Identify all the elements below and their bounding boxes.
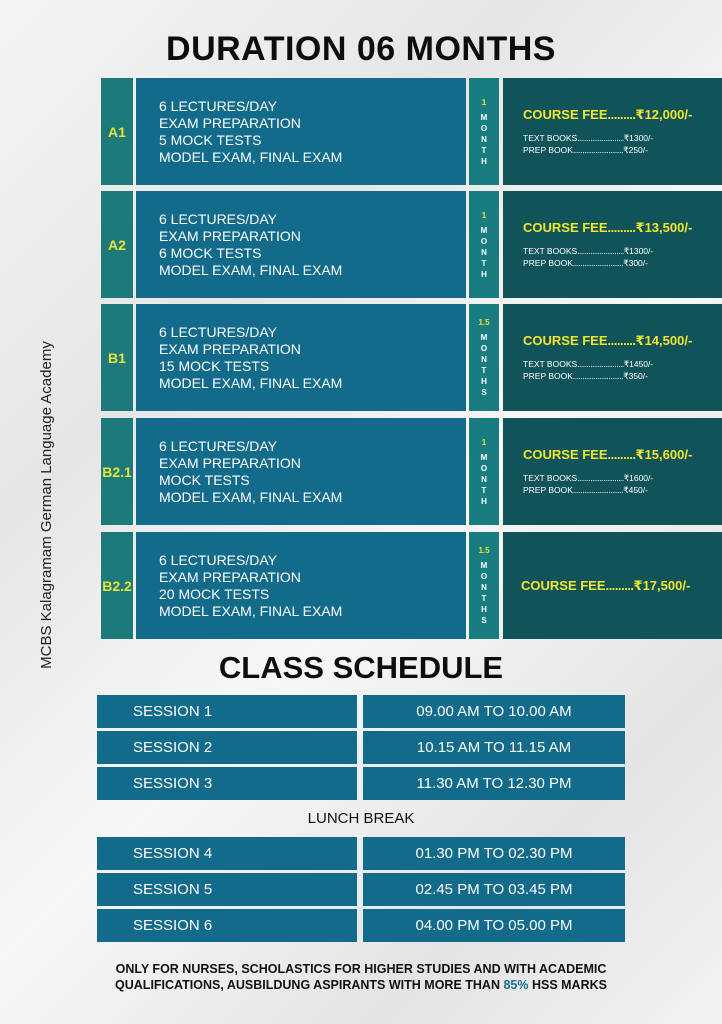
- duration-letter: O: [480, 344, 488, 353]
- course-fee-panel: [503, 532, 722, 639]
- course-line: 6 LECTURES/DAY: [159, 437, 277, 454]
- duration-letter: H: [481, 496, 487, 506]
- course-description: [136, 418, 466, 525]
- fee-value: ₹15,600/-: [635, 447, 693, 462]
- course-level: A2: [101, 191, 133, 298]
- duration-letter: N: [481, 474, 487, 484]
- course-line: EXAM PREPARATION: [159, 340, 301, 357]
- duration-letter: S: [481, 616, 487, 625]
- prep-book-fee: PREP BOOK...........................₹350/-: [523, 371, 648, 381]
- text-books-value: ₹1300/-: [623, 133, 654, 143]
- course-description: [136, 304, 466, 411]
- duration-letter: N: [481, 355, 487, 364]
- eligibility-line-1: ONLY FOR NURSES, SCHOLASTICS FOR HIGHER STUDIES AND WITH ACADEMIC: [115, 962, 607, 976]
- duration-letter: M: [480, 112, 488, 122]
- course-duration: [469, 532, 499, 639]
- prep-book-label: PREP BOOK: [523, 258, 573, 268]
- schedule-title: CLASS SCHEDULE: [218, 650, 504, 685]
- prep-book-value: ₹450/-: [623, 485, 648, 495]
- prep-book-label: PREP BOOK: [523, 145, 573, 155]
- course-line: MODEL EXAM, FINAL EXAM: [159, 148, 343, 165]
- fee-value: ₹17,500/-: [633, 577, 691, 593]
- duration-letter: O: [480, 463, 488, 473]
- duration-letter: T: [481, 485, 487, 495]
- course-line: EXAM PREPARATION: [159, 227, 301, 244]
- prep-book-label: PREP BOOK: [523, 371, 573, 381]
- session-time: 04.00 PM TO 05.00 PM: [363, 909, 625, 942]
- course-line: 6 LECTURES/DAY: [159, 97, 277, 114]
- session-time: 11.30 AM TO 12.30 PM: [363, 767, 625, 800]
- duration-letter: N: [481, 583, 487, 592]
- session-name: SESSION 5: [97, 873, 357, 906]
- course-fee: COURSE FEE.........₹17,500/-: [521, 577, 691, 593]
- fee-value: ₹12,000/-: [635, 107, 693, 122]
- fee-label: COURSE FEE: [523, 220, 608, 235]
- duration-letter: N: [481, 134, 487, 144]
- text-books-label: TEXT BOOKS: [523, 246, 578, 256]
- course-duration: [469, 418, 499, 525]
- session-name: SESSION 1: [97, 695, 357, 728]
- text-books-fee: TEXT BOOKS.........................₹1450/-: [523, 359, 654, 369]
- course-duration: [469, 78, 499, 185]
- course-line: 6 MOCK TESTS: [159, 244, 262, 261]
- text-books-label: TEXT BOOKS: [523, 359, 578, 369]
- course-line: MODEL EXAM, FINAL EXAM: [159, 374, 343, 391]
- prep-book-fee: PREP BOOK...........................₹450/-: [523, 485, 648, 495]
- text-books-value: ₹1450/-: [623, 359, 654, 369]
- course-description: [136, 191, 466, 298]
- schedule-row: [97, 767, 625, 800]
- duration-number: 1.5: [478, 318, 490, 327]
- course-fee: COURSE FEE.........₹15,600/-: [523, 447, 693, 462]
- course-line: MODEL EXAM, FINAL EXAM: [159, 261, 343, 278]
- duration-letter: O: [480, 572, 488, 581]
- course-line: MODEL EXAM, FINAL EXAM: [159, 488, 343, 505]
- text-books-fee: TEXT BOOKS.........................₹1600/-: [523, 473, 654, 483]
- fee-label: COURSE FEE: [521, 577, 606, 593]
- course-line: EXAM PREPARATION: [159, 454, 301, 471]
- course-row-b2-1: [101, 418, 693, 525]
- course-row-a2: [101, 191, 693, 298]
- course-fee-panel: [503, 78, 722, 185]
- duration-letter: M: [480, 452, 488, 462]
- course-duration: [469, 191, 499, 298]
- session-time: 01.30 PM TO 02.30 PM: [363, 837, 625, 870]
- duration-letter: T: [481, 366, 487, 375]
- academy-name-vertical: MCBS Kalagramam German Language Academy: [38, 341, 55, 669]
- course-line: 5 MOCK TESTS: [159, 131, 262, 148]
- marks-percentage: 85%: [503, 978, 529, 992]
- session-name: SESSION 6: [97, 909, 357, 942]
- course-fee: COURSE FEE.........₹13,500/-: [523, 220, 693, 235]
- text-books-fee: TEXT BOOKS.........................₹1300/-: [523, 246, 654, 256]
- duration-letter: H: [481, 156, 487, 166]
- course-fee: COURSE FEE.........₹12,000/-: [523, 107, 693, 122]
- schedule-row: [97, 731, 625, 764]
- prep-book-value: ₹350/-: [623, 371, 648, 381]
- schedule-row: [97, 695, 625, 728]
- schedule-row: [97, 909, 625, 942]
- course-level: B1: [101, 304, 133, 411]
- text-books-label: TEXT BOOKS: [523, 473, 578, 483]
- duration-letter: T: [481, 258, 487, 268]
- duration-number: 1: [481, 97, 487, 107]
- course-line: EXAM PREPARATION: [159, 114, 301, 131]
- duration-letter: M: [480, 561, 488, 570]
- course-fee: COURSE FEE.........₹14,500/-: [523, 333, 693, 348]
- course-description: [136, 532, 466, 639]
- course-line: MOCK TESTS: [159, 471, 250, 488]
- session-time: 10.15 AM TO 11.15 AM: [363, 731, 625, 764]
- prep-book-value: ₹250/-: [623, 145, 648, 155]
- session-name: SESSION 4: [97, 837, 357, 870]
- duration-letter: O: [480, 123, 488, 133]
- duration-letter: M: [480, 333, 488, 342]
- course-line: 6 LECTURES/DAY: [159, 323, 277, 340]
- duration-letter: T: [481, 145, 487, 155]
- text-books-label: TEXT BOOKS: [523, 133, 578, 143]
- course-line: 6 LECTURES/DAY: [159, 551, 277, 568]
- session-name: SESSION 2: [97, 731, 357, 764]
- duration-number: 1.5: [478, 546, 490, 555]
- course-level: A1: [101, 78, 133, 185]
- course-row-a1: [101, 78, 693, 185]
- course-line: EXAM PREPARATION: [159, 568, 301, 585]
- duration-number: 1: [481, 210, 487, 220]
- lunch-break-label: LUNCH BREAK: [307, 810, 415, 827]
- page-title: DURATION 06 MONTHS: [166, 30, 556, 68]
- course-level: B2.2: [101, 532, 133, 639]
- session-time: 02.45 PM TO 03.45 PM: [363, 873, 625, 906]
- duration-letter: H: [481, 605, 487, 614]
- fee-value: ₹14,500/-: [635, 333, 693, 348]
- duration-letter: O: [480, 236, 488, 246]
- prep-book-fee: PREP BOOK...........................₹300/-: [523, 258, 648, 268]
- course-line: MODEL EXAM, FINAL EXAM: [159, 602, 343, 619]
- eligibility-line-2: [60, 977, 662, 993]
- duration-letter: M: [480, 225, 488, 235]
- course-line: 6 LECTURES/DAY: [159, 210, 277, 227]
- text-books-value: ₹1300/-: [623, 246, 654, 256]
- duration-letter: S: [481, 388, 487, 397]
- course-fee-panel: [503, 418, 722, 525]
- duration-number: 1: [481, 437, 487, 447]
- eligibility-text-end: HSS MARKS: [528, 978, 607, 992]
- eligibility-text: QUALIFICATIONS, AUSBILDUNG ASPIRANTS WITH MORE THAN: [115, 978, 504, 992]
- session-time: 09.00 AM TO 10.00 AM: [363, 695, 625, 728]
- text-books-fee: TEXT BOOKS.........................₹1300/-: [523, 133, 654, 143]
- course-level: B2.1: [101, 418, 133, 525]
- eligibility-note: [60, 961, 662, 993]
- text-books-value: ₹1600/-: [623, 473, 654, 483]
- course-row-b1: [101, 304, 693, 411]
- session-name: SESSION 3: [97, 767, 357, 800]
- course-fee-panel: [503, 304, 722, 411]
- fee-label: COURSE FEE: [523, 447, 608, 462]
- course-row-b2-2: [101, 532, 691, 639]
- fee-label: COURSE FEE: [523, 333, 608, 348]
- duration-letter: T: [481, 594, 487, 603]
- schedule-row: [97, 837, 625, 870]
- course-line: 20 MOCK TESTS: [159, 585, 270, 602]
- duration-letter: H: [481, 269, 487, 279]
- prep-book-fee: PREP BOOK...........................₹250/-: [523, 145, 648, 155]
- course-line: 15 MOCK TESTS: [159, 357, 270, 374]
- course-fee-panel: [503, 191, 722, 298]
- prep-book-value: ₹300/-: [623, 258, 648, 268]
- duration-letter: H: [481, 377, 487, 386]
- prep-book-label: PREP BOOK: [523, 485, 573, 495]
- fee-value: ₹13,500/-: [635, 220, 693, 235]
- course-duration: [469, 304, 499, 411]
- fee-label: COURSE FEE: [523, 107, 608, 122]
- course-description: [136, 78, 466, 185]
- schedule-row: [97, 873, 625, 906]
- duration-letter: N: [481, 247, 487, 257]
